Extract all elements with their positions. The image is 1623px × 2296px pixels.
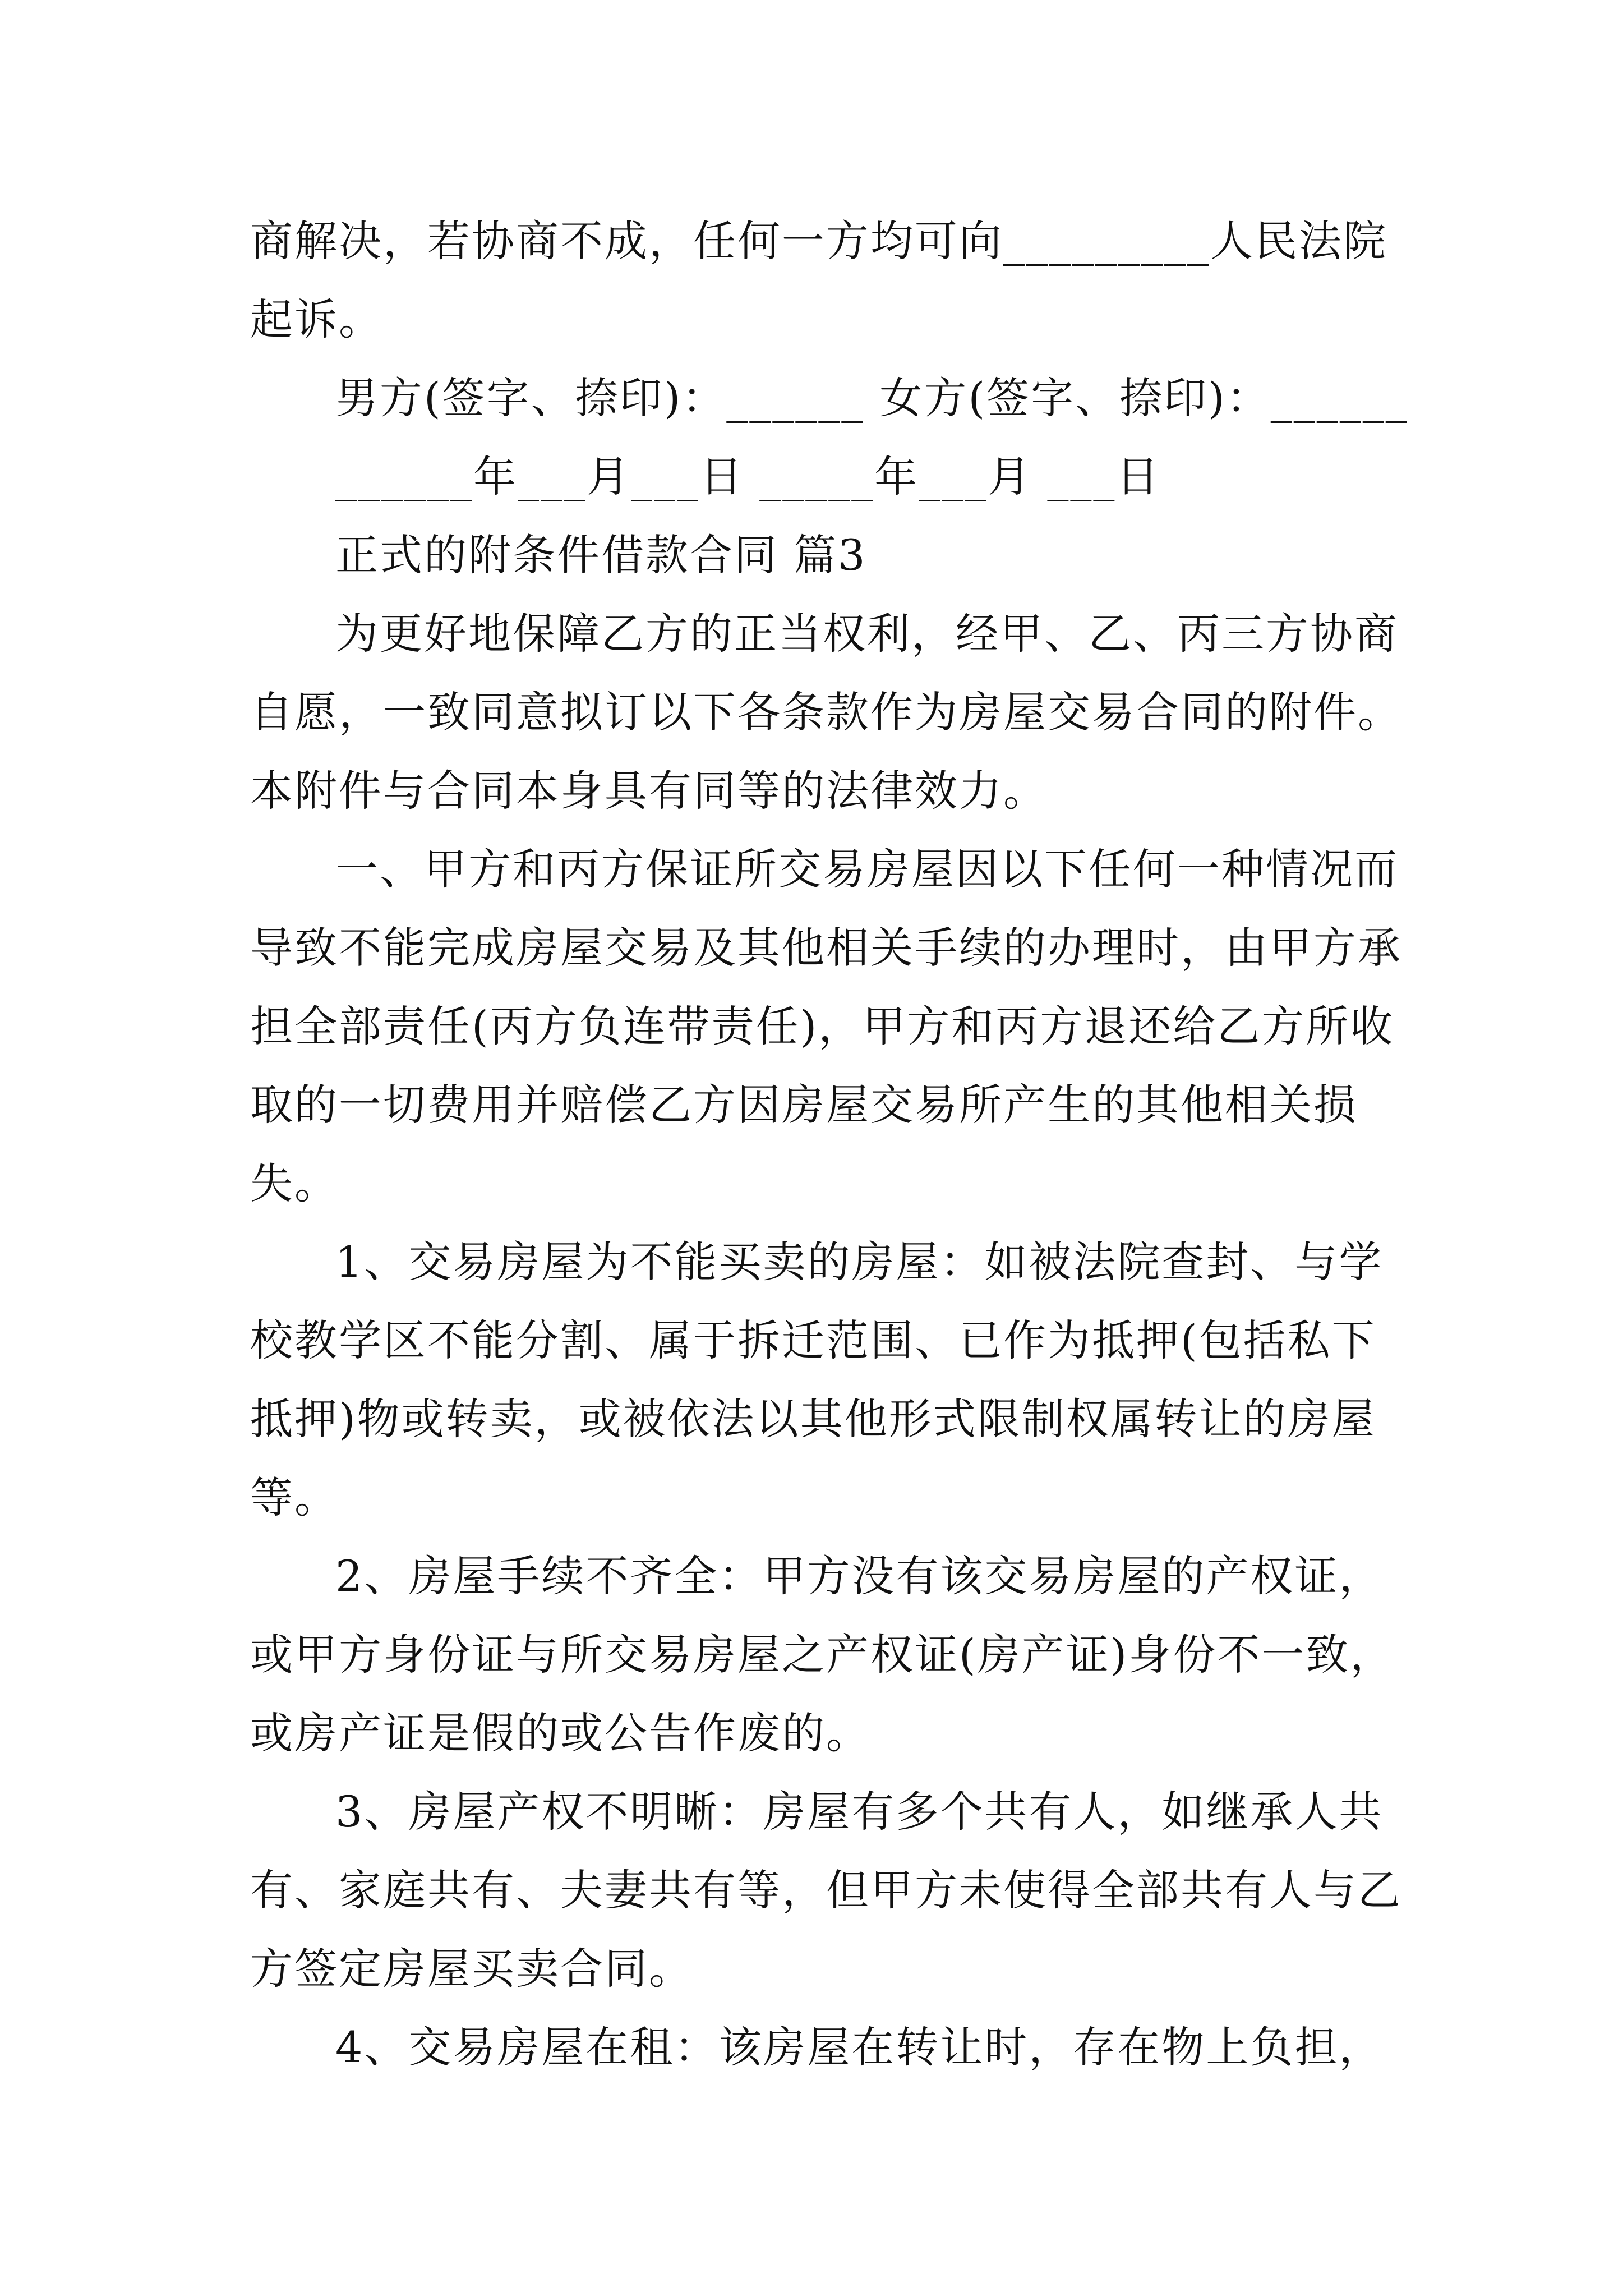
text-line: 方签定房屋买卖合同。 (250, 1944, 693, 1994)
text-line: 本附件与合同本身具有同等的法律效力。 (250, 766, 1048, 816)
text-line: 导致不能完成房屋交易及其他相关手续的办理时，由甲方承 (250, 923, 1402, 973)
paragraph-item-1 (250, 1223, 1394, 1537)
signature-line: 男方(签字、捺印)：______ 女方(签字、捺印)：______ (335, 373, 1409, 423)
document-body (250, 202, 1409, 2087)
text-line: 自愿，一致同意拟订以下各条款作为房屋交易合同的附件。 (250, 687, 1402, 737)
date-line: ______年___月___日 _____年___月 ___日 (335, 452, 1161, 501)
continuation-paragraph (250, 202, 1394, 359)
text-line: 等。 (250, 1473, 339, 1522)
paragraph-clause-one (250, 830, 1402, 1223)
text-line: 失。 (250, 1158, 339, 1208)
text-line: 取的一切费用并赔偿乙方因房屋交易所产生的其他相关损 (250, 1080, 1358, 1130)
text-line: 或甲方身份证与所交易房屋之产权证(房产证)身份不一致， (250, 1630, 1395, 1680)
text-line: 担全部责任(丙方负连带责任)，甲方和丙方退还给乙方所收 (250, 1001, 1395, 1051)
text-line: 校教学区不能分割、属于拆迁范围、已作为抵押(包括私下 (250, 1315, 1376, 1365)
text-line: 4、交易房屋在租：该房屋在转让时，存在物上负担， (335, 2022, 1384, 2072)
paragraph-item-3 (250, 1773, 1402, 2008)
paragraph-preamble (250, 595, 1402, 830)
signature-block (250, 359, 1409, 516)
text-line: 或房产证是假的或公告作废的。 (250, 1708, 870, 1758)
text-line: 抵押)物或转卖，或被依法以其他形式限制权属转让的房屋 (250, 1394, 1376, 1444)
paragraph-item-2 (250, 1537, 1394, 1773)
text-line: 一、甲方和丙方保证所交易房屋因以下任何一种情况而 (335, 844, 1399, 894)
section-title: 正式的附条件借款合同 篇3 (335, 530, 867, 580)
text-line: 2、房屋手续不齐全：甲方没有该交易房屋的产权证， (335, 1551, 1384, 1601)
text-line: 1、交易房屋为不能买卖的房屋：如被法院查封、与学 (335, 1237, 1384, 1287)
text-line: 商解决，若协商不成，任何一方均可向_________人民法院 (250, 216, 1387, 266)
text-line: 为更好地保障乙方的正当权利，经甲、乙、丙三方协商 (335, 609, 1399, 659)
text-line: 起诉。 (250, 295, 383, 344)
text-line: 3、房屋产权不明晰：房屋有多个共有人，如继承人共 (335, 1787, 1384, 1837)
text-line: 有、家庭共有、夫妻共有等，但甲方未使得全部共有人与乙 (250, 1865, 1402, 1915)
paragraph-item-4 (250, 2008, 1394, 2087)
